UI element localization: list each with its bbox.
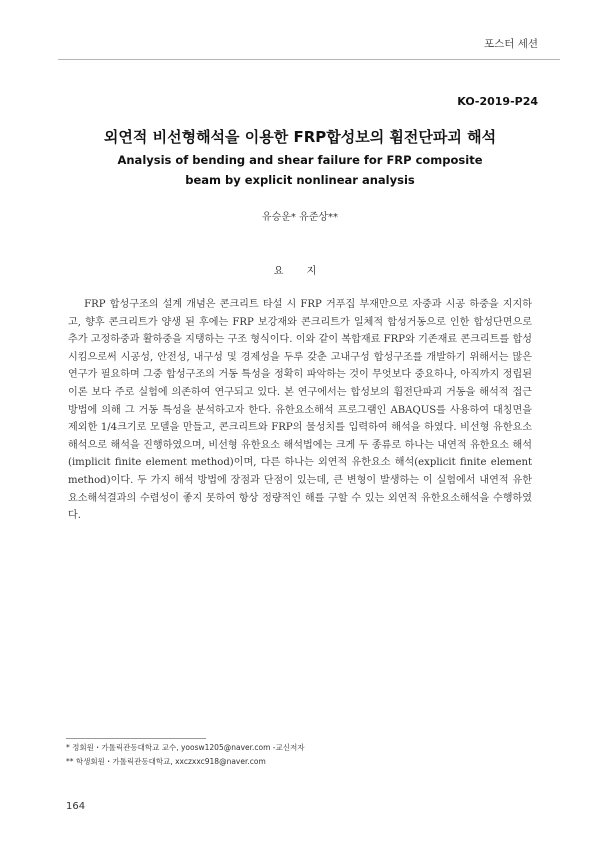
header-divider [58,59,560,60]
footnote-student-author: ** 학생회원・가톨릭관동대학교, xxczxxc918@naver.com [66,757,266,766]
footnote-divider [66,738,206,739]
abstract-body: FRP 합성구조의 설계 개념은 콘크리트 타설 시 FRP 거푸집 부재만으로 자중과 시공 하중을 지지하고, 향후 콘크리트가 양생 된 후에는 FRP 보강재와 콘크리트가 일체적 합성거동으로 인한 합성단면으로 추가 고정하중과 활하중을 지탱하는 구조 형식이다. 이와 같이 복합재료 FRP와 기존재료 콘크리트를 합성시킴으로써 시공성, 안전성, 내구성 및 경제성을 두루 갖춘 고내구성 합성구조를 개발하기 위해서는 많은 연구가 필요하며 그중 합성구조의 거동 특성을 정확히 파악하는 것이 무엇보다 중요하나, 아직까지 정립된 이론 보다 주로 실험에 의존하여 연구되고 있다. 본 연구에서는 합성보의 휨전단파괴 거동을 해석적 접근방법에 의해 그 거동 특성을 분석하고자 한다. 유한요소해석 프로그램인 ABAQUS를 사용하여 대칭면을 제외한 1/4크기로 모델을 만들고, 콘크리트와 FRP의 물성치를 입력하여 해석을 하였다. 비선형 유한요소해석으로 해석을 진행하였으며, 비선형 유한요소 해석법에는 크게 두 종류로 하나는 내연적 유한요소 해석(implicit finite element method)이며, 다른 하나는 외연적 유한요소 해석(explicit finite element method)이다. 두 가지 해석 방법에 장점과 단점이 있는데, 큰 변형이 발생하는 이 실험에서 내연적 유한요소해석결과의 수렴성이 좋지 못하여 항상 정량적인 해를 구할 수 있는 외연적 유한요소해석을 수행하였다. [68,299,532,522]
footnote-corresponding-author: * 정회원・가톨릭관동대학교 교수, yoosw1205@naver.com -교신저자 [66,743,305,752]
authors: 유승운* 유준상** [261,212,339,223]
page-number: 164 [66,801,86,812]
english-title [0,150,600,190]
paper-id: KO-2019-P24 [457,95,538,108]
abstract-heading: 요 지 [273,266,327,277]
english-title-line-1: Analysis of bending and shear failure for FRP composite [117,153,483,167]
korean-title: 외연적 비선형해석을 이용한 FRP합성보의 휨전단파괴 해석 [103,128,497,146]
section-label: 포스터 세션 [483,38,538,50]
english-title-line-2: beam by explicit nonlinear analysis [185,173,415,187]
